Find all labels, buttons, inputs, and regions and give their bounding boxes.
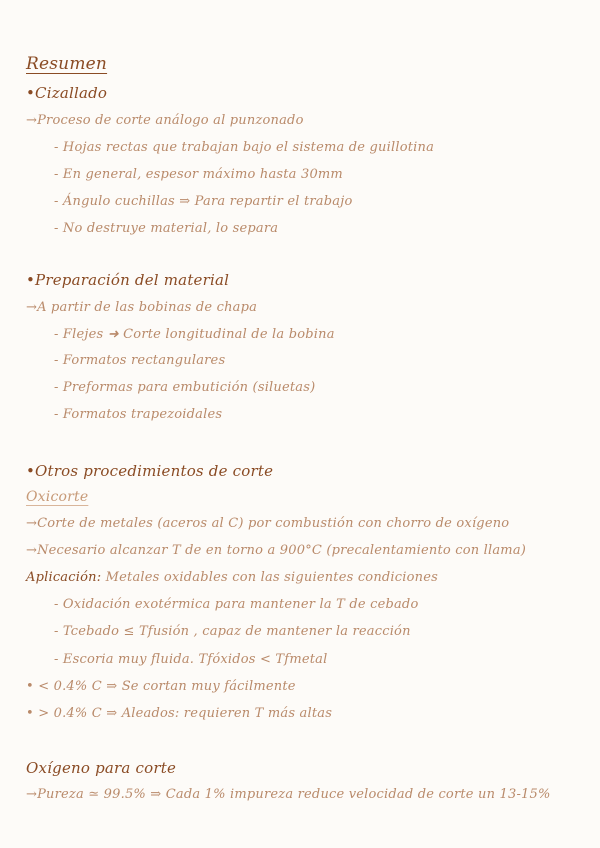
note-line: →Corte de metales (aceros al C) por combustión con chorro de oxígeno — [26, 516, 510, 531]
note-line: - Ángulo cuchillas ⇒ Para repartir el trabajo — [54, 194, 353, 209]
section-heading-oxigeno: Oxígeno para corte — [26, 759, 177, 777]
section-heading-preparacion: •Preparación del material — [26, 271, 230, 289]
note-line: →Necesario alcanzar T de en torno a 900°C (precalentamiento con llama) — [26, 543, 527, 558]
note-line: - Flejes ➜ Corte longitudinal de la bobina — [54, 327, 335, 342]
condition-line: - Oxidación exotérmica para mantener la T de cebado — [54, 597, 419, 612]
note-line: - Hojas rectas que trabajan bajo el sistema de guillotina — [54, 140, 435, 155]
subheading-oxicorte: Oxicorte — [26, 489, 89, 505]
aplicacion-line — [26, 570, 438, 585]
note-line: - En general, espesor máximo hasta 30mm — [54, 167, 343, 182]
note-line: - Formatos trapezoidales — [54, 407, 223, 422]
bullet-line: • > 0.4% C ⇒ Aleados: requieren T más altas — [26, 706, 333, 721]
page-title: Resumen — [26, 54, 108, 74]
bullet-line: • < 0.4% C ⇒ Se cortan muy fácilmente — [26, 679, 296, 694]
aplicacion-text: Metales oxidables con las siguientes condiciones — [105, 570, 438, 585]
note-line: →A partir de las bobinas de chapa — [26, 300, 258, 315]
note-line: - Formatos rectangulares — [54, 353, 226, 368]
aplicacion-label: Aplicación: — [26, 570, 102, 585]
note-line: →Pureza ≃ 99.5% ⇒ Cada 1% impureza reduce velocidad de corte un 13-15% — [26, 787, 551, 802]
section-heading-cizallado: •Cizallado — [26, 84, 108, 102]
note-line: - No destruye material, lo separa — [54, 221, 279, 236]
note-line: →Proceso de corte análogo al punzonado — [26, 113, 304, 128]
condition-line: - Tcebado ≤ Tfusión , capaz de mantener la reacción — [54, 624, 411, 639]
note-line: - Preformas para embutición (siluetas) — [54, 380, 316, 395]
condition-line: - Escoria muy fluida. Tfóxidos < Tfmetal — [54, 652, 328, 667]
section-heading-otros: •Otros procedimientos de corte — [26, 462, 274, 480]
